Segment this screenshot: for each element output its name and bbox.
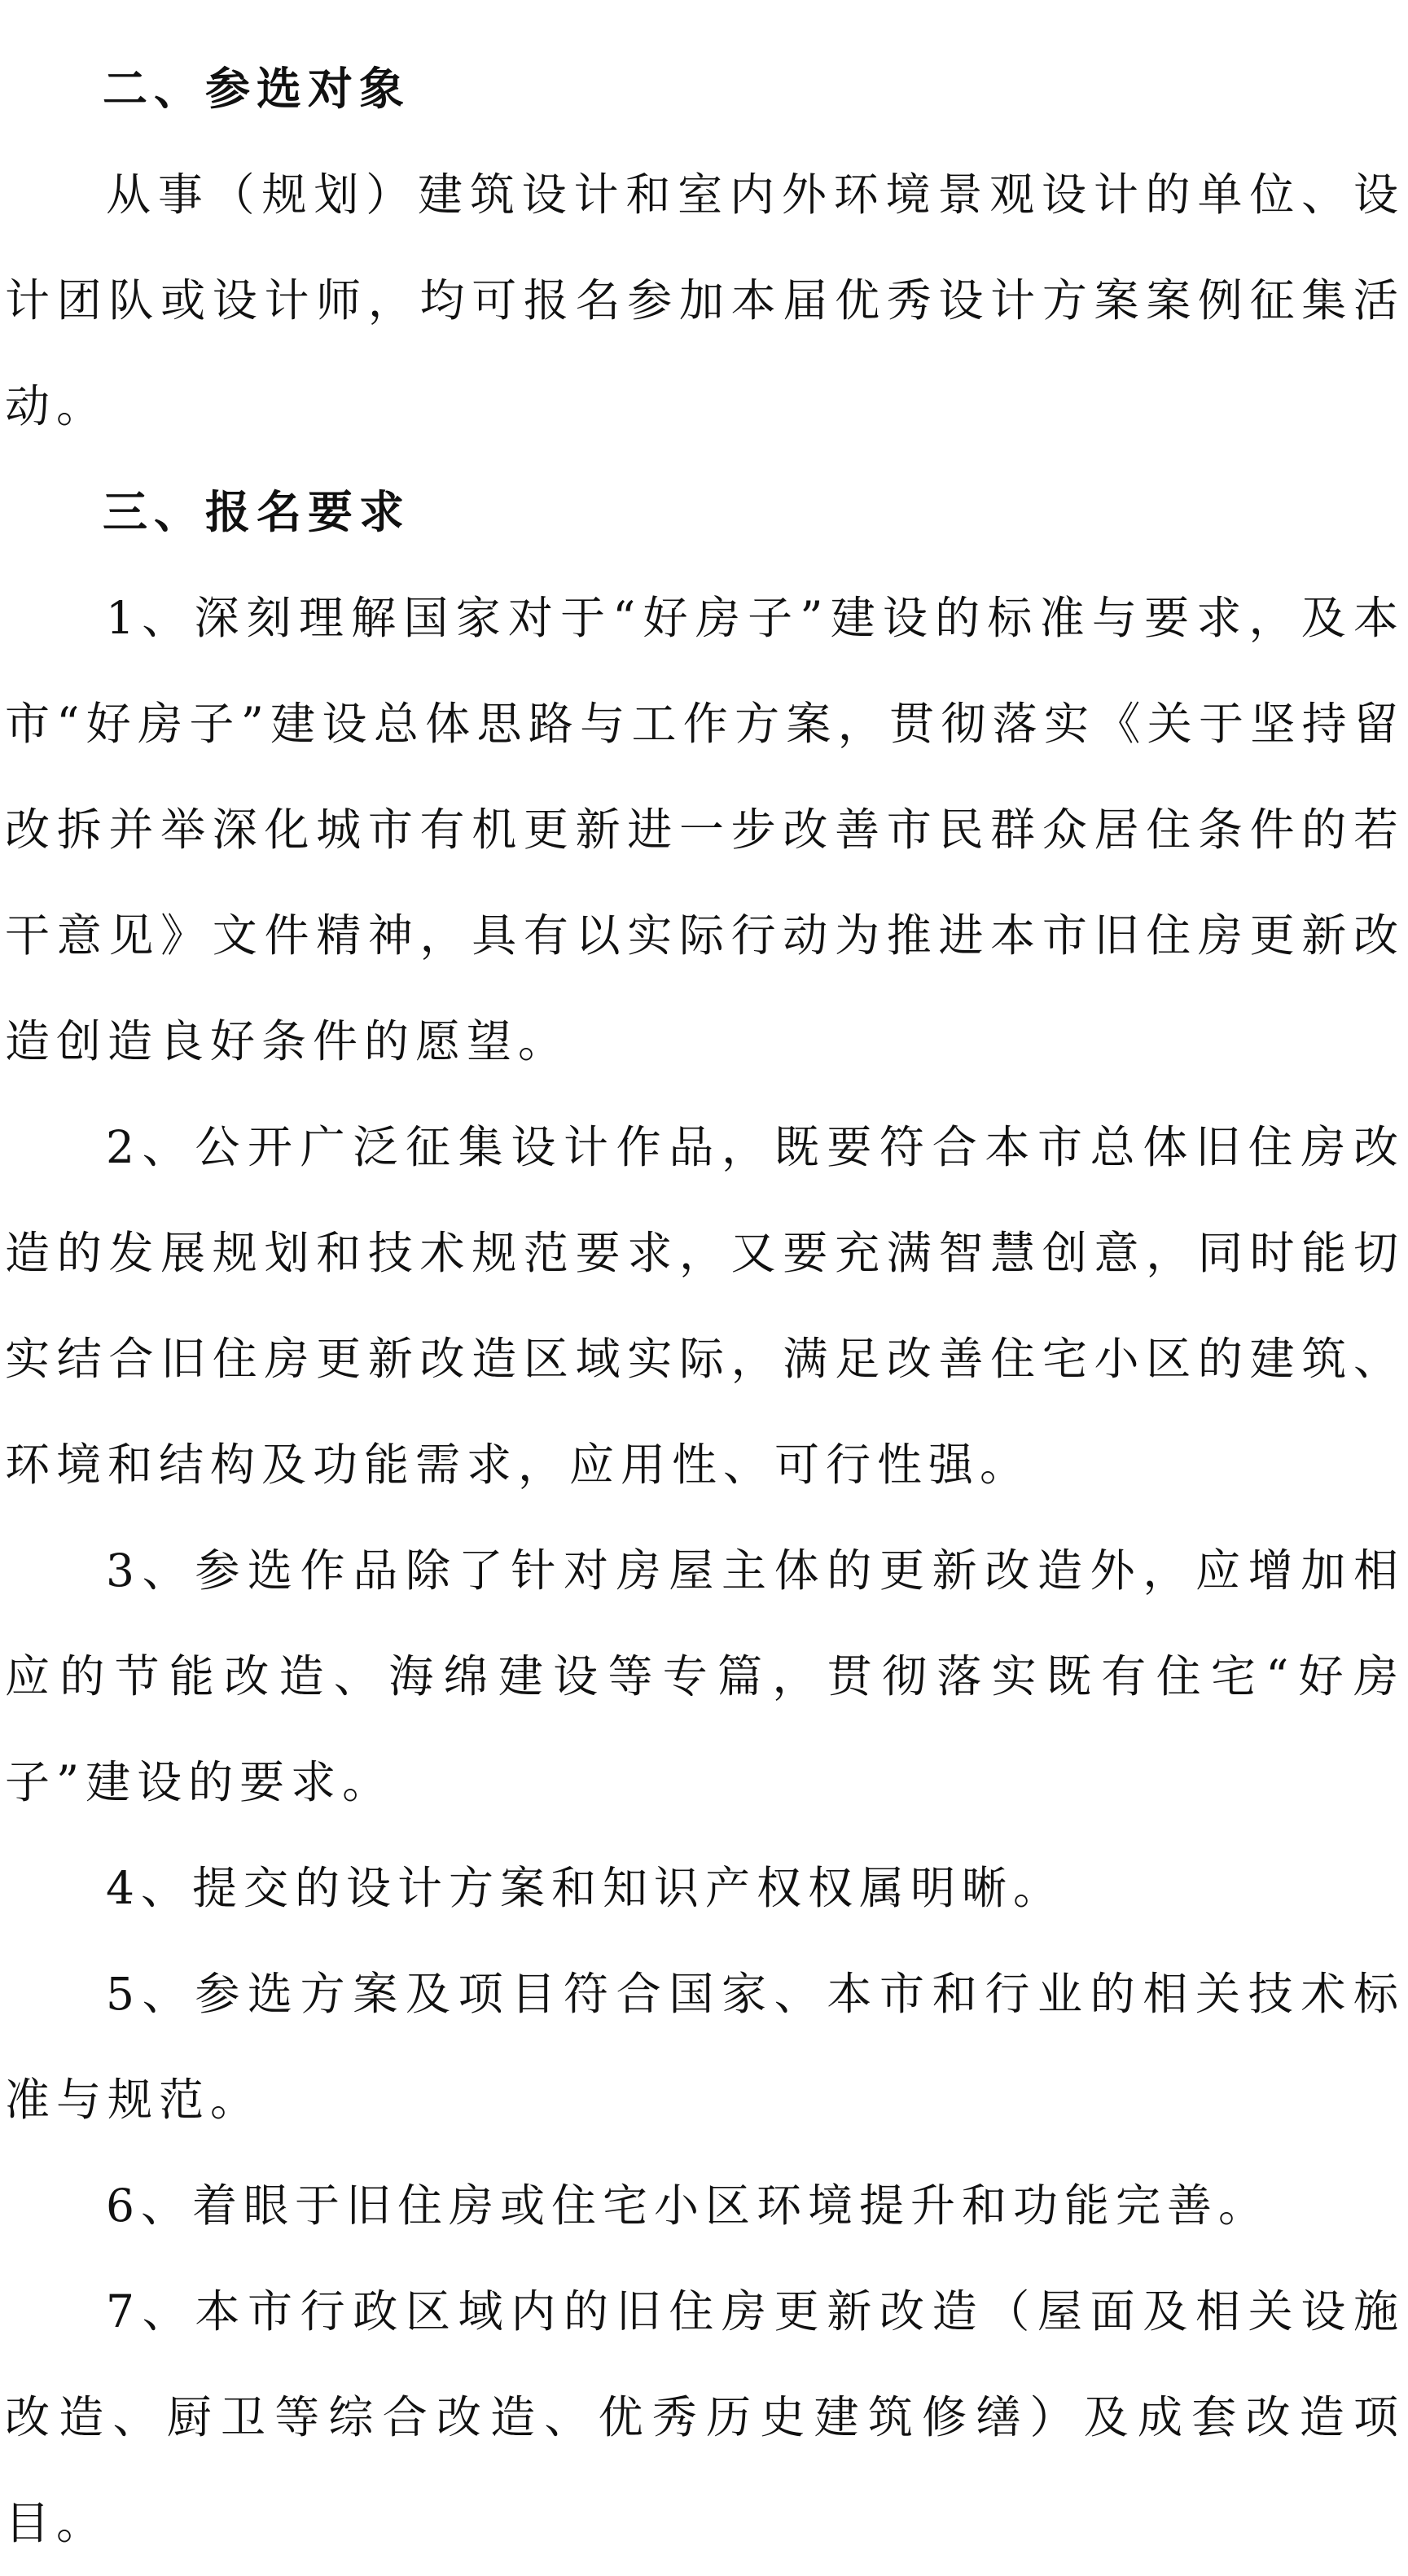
section-3-heading: 三、报名要求 — [103, 486, 411, 538]
requirement-item-6: 6、着眼于旧住房或住宅小区环境提升和功能完善。 — [106, 2180, 1270, 2232]
requirement-item-7: 7、本市行政区域内的旧住房更新改造（屋面及相关设施改造、厨卫等综合改造、优秀历史建筑修缮）及成套改造项目。 — [5, 2285, 1405, 2549]
requirement-item-4: 4、提交的设计方案和知识产权权属明晰。 — [106, 1862, 1064, 1914]
requirement-item-5: 5、参选方案及项目符合国家、本市和行业的相关技术标准与规范。 — [5, 1968, 1405, 2126]
document-body — [0, 36, 1408, 2576]
requirement-item-2: 2、公开广泛征集设计作品，既要符合本市总体旧住房改造的发展规划和技术规范要求，又要充满智慧创意，同时能切实结合旧住房更新改造区域实际，满足改善住宅小区的建筑、环境和结构及功能需求，应用性、可行性强。 — [5, 1121, 1405, 1491]
requirement-item-3: 3、参选作品除了针对房屋主体的更新改造外，应增加相应的节能改造、海绵建设等专篇，贯彻落实既有住宅“好房子”建设的要求。 — [5, 1544, 1405, 1808]
requirement-item-1: 1、深刻理解国家对于“好房子”建设的标准与要求，及本市“好房子”建设总体思路与工作方案，贯彻落实《关于坚持留改拆并举深化城市有机更新进一步改善市民群众居住条件的若干意见》文件精神，具有以实际行动为推进本市旧住房更新改造创造良好条件的愿望。 — [5, 592, 1405, 1067]
section-2-heading: 二、参选对象 — [103, 63, 411, 115]
section-2-paragraph: 从事（规划）建筑设计和室内外环境景观设计的单位、设计团队或设计师，均可报名参加本届优秀设计方案案例征集活动。 — [5, 169, 1405, 432]
